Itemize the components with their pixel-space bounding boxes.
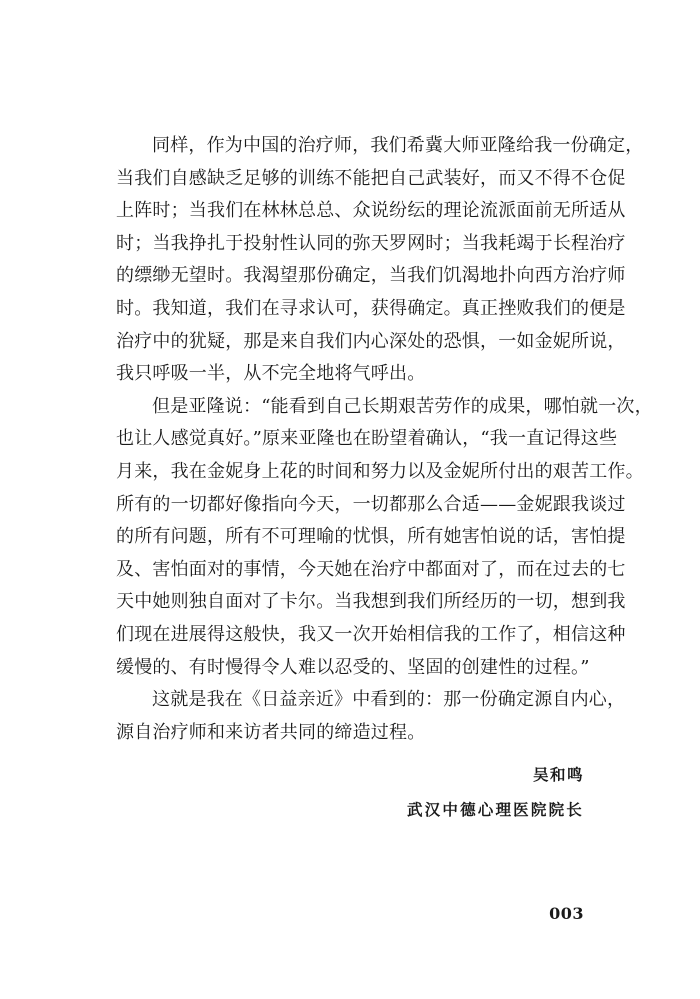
text-line: 时；当我挣扎于投射性认同的弥天罗网时；当我耗竭于长程治疗 xyxy=(116,232,626,254)
body-text xyxy=(116,130,653,749)
text-line: 的所有问题，所有不可理喻的忧惧，所有她害怕说的话，害怕提 xyxy=(116,526,626,548)
text-line: 当我们自感缺乏足够的训练不能把自己武装好，而又不得不仓促 xyxy=(116,167,626,189)
text-line: 同样，作为中国的治疗师，我们希冀大师亚隆给我一份确定， xyxy=(152,135,644,156)
text-line: 月来，我在金妮身上花的时间和努力以及金妮所付出的艰苦工作。 xyxy=(116,460,644,482)
page-number: 003 xyxy=(549,904,584,923)
text-line: 这就是我在《日益亲近》中看到的：那一份确定源自内心， xyxy=(152,689,626,711)
text-line: 所有的一切都好像指向今天，一切都那么合适——金妮跟我谈过 xyxy=(116,493,626,515)
text-line: 但是亚隆说：“能看到自己长期艰苦劳作的成果，哪怕就一次， xyxy=(152,395,653,417)
text-line: 上阵时；当我们在林林总总、众说纷纭的理论流派面前无所适从 xyxy=(116,200,626,222)
text-line: 的缥缈无望时。我渴望那份确定，当我们饥渴地扑向西方治疗师 xyxy=(116,265,626,287)
text-line: 们现在进展得这般快，我又一次开始相信我的工作了，相信这种 xyxy=(116,623,626,645)
text-line: 治疗中的犹疑，那是来自我们内心深处的恐惧，一如金妮所说， xyxy=(116,330,626,352)
text-line: 我只呼吸一半，从不完全地将气呼出。 xyxy=(116,363,426,385)
signature-name: 吴和鸣 xyxy=(532,766,584,784)
text-line: 也让人感觉真好。”原来亚隆也在盼望着确认，“我一直记得这些 xyxy=(116,428,618,450)
text-line: 源自治疗师和来访者共同的缔造过程。 xyxy=(116,721,426,743)
text-line: 时。我知道，我们在寻求认可，获得确定。真正挫败我们的便是 xyxy=(116,297,626,319)
text-line: 天中她则独自面对了卡尔。当我想到我们所经历的一切，想到我 xyxy=(116,591,626,613)
signature-title: 武汉中德心理医院院长 xyxy=(406,801,584,819)
text-line: 及、害怕面对的事情，今天她在治疗中都面对了，而在过去的七 xyxy=(116,558,626,580)
text-line: 缓慢的、有时慢得令人难以忍受的、坚固的创建性的过程。” xyxy=(116,656,590,678)
